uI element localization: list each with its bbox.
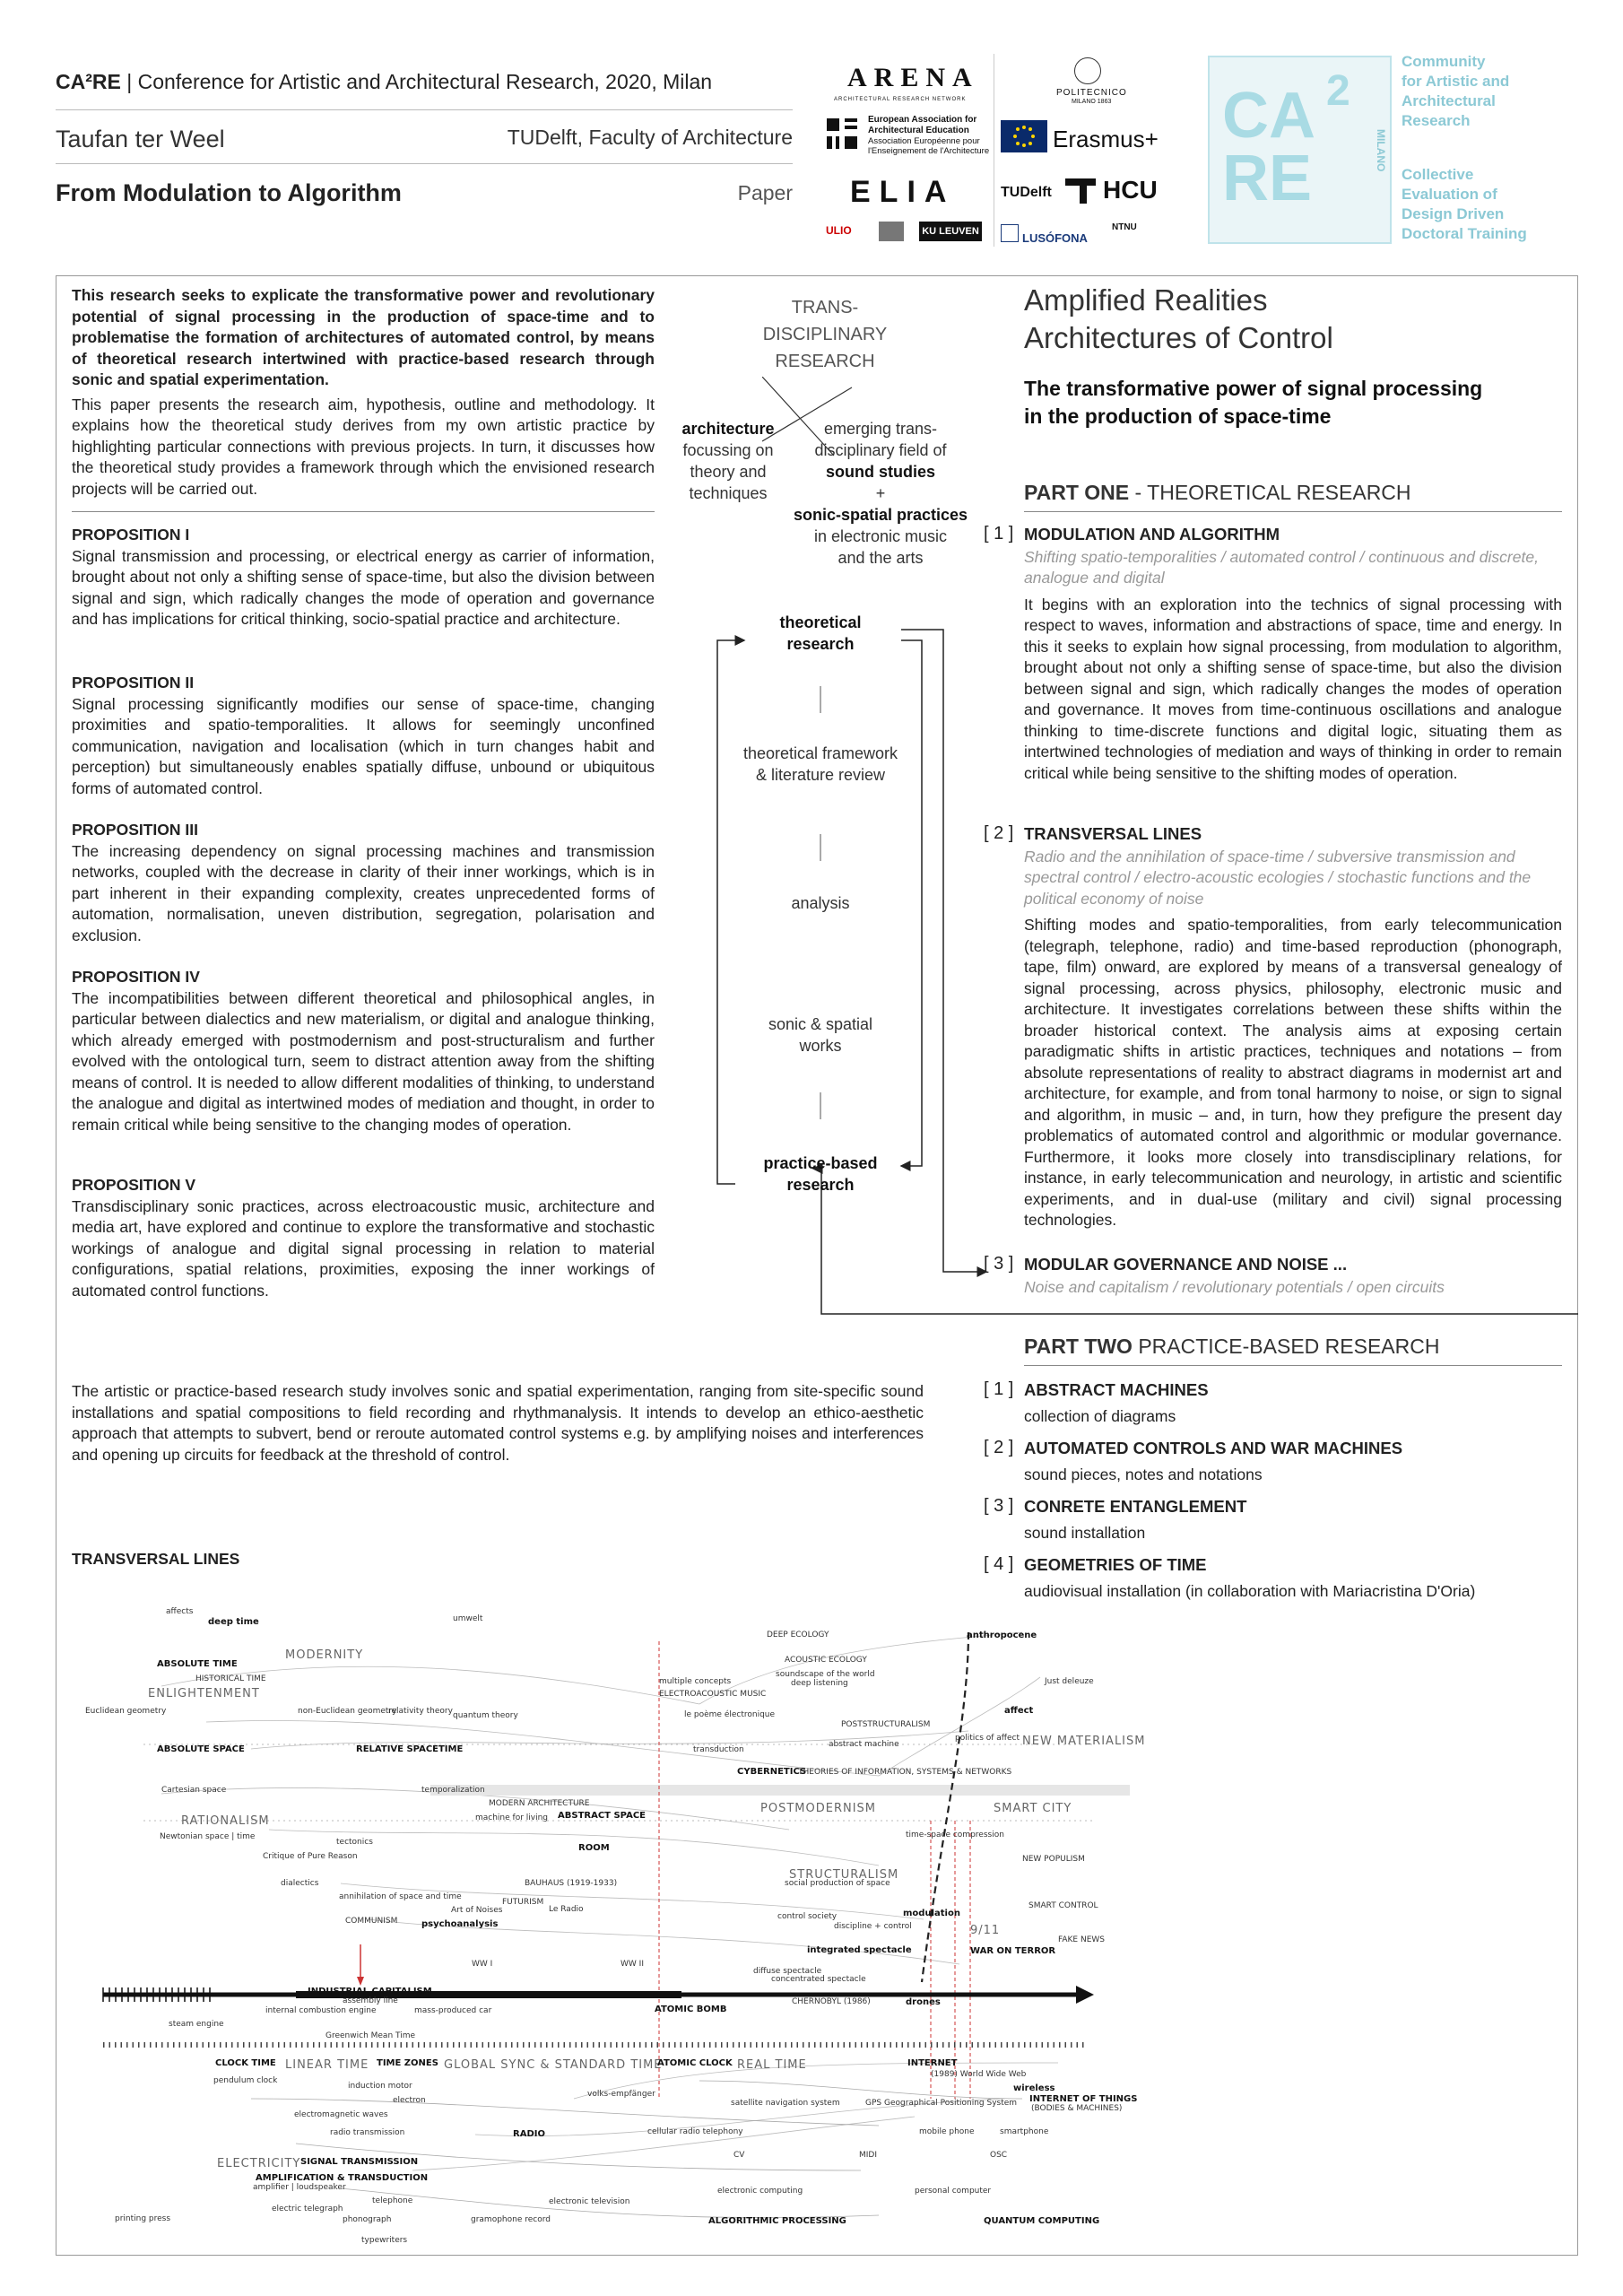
- polimi-seal-icon: [1074, 57, 1101, 84]
- timeline-label: integrated spectacle: [807, 1945, 912, 1955]
- timeline-label: CHERNOBYL (1986): [792, 1997, 871, 2006]
- item-title: AUTOMATED CONTROLS AND WAR MACHINES: [1024, 1439, 1403, 1457]
- timeline-label: RADIO: [513, 2129, 545, 2139]
- timeline-label: ROOM: [578, 1843, 610, 1853]
- header-divider: [56, 109, 793, 110]
- hcu-logo: HCU: [1103, 176, 1158, 204]
- pb-line-1: practice-based: [763, 1154, 878, 1172]
- timeline-label: SMART CITY: [994, 1802, 1072, 1815]
- timeline-label: diffuse spectacle: [753, 1967, 822, 1976]
- proposition-text: The increasing dependency on signal processing machines and transmission networks, coupled with the decrease in clarity of their inner workings, which is in part inherent in their expanding complexity, creates unprecedented forms of automation, normalisation, uneven distribution, segregation, polarisation and exclusion.: [72, 841, 655, 944]
- part1-item-3: [984, 1254, 1562, 1303]
- timeline-label: ABSTRACT SPACE: [558, 1811, 646, 1821]
- theoretical-research-node: [740, 612, 901, 655]
- hcu-mark-icon: [1063, 177, 1098, 205]
- timeline-label: wireless: [1013, 2083, 1055, 2093]
- timeline-label: WW I: [472, 1960, 493, 1969]
- timeline-label: relativity theory: [388, 1707, 453, 1716]
- timeline-label: soundscape of the world: [776, 1670, 875, 1679]
- trans-line-3: RESEARCH: [775, 352, 875, 371]
- item-number: [ 4 ]: [984, 1554, 1014, 1574]
- theo-line-2: research: [786, 635, 855, 653]
- ulio-logo: ULIO: [826, 224, 852, 237]
- timeline-label: Cartesian space: [161, 1786, 227, 1795]
- timeline-label: umwelt: [453, 1614, 483, 1623]
- item-title: MODULATION AND ALGORITHM: [1024, 525, 1280, 544]
- care-superscript-icon: 2: [1326, 67, 1350, 115]
- timeline-label: telephone: [372, 2196, 413, 2205]
- proposition-5: [72, 1175, 655, 1301]
- care-text-8: Doctoral Training: [1402, 225, 1527, 242]
- proposition-text: Transdisciplinary sonic practices, across electroacoustic music, architecture and media art, have explored and continue to explore the transformative and stochastic workings of analogue and digital signal processing in relation to material configurations, spatial relations, proximities, exposing the inner workings of automated control functions.: [72, 1196, 655, 1300]
- timeline-label: control society: [777, 1912, 838, 1921]
- timeline-label: amplifier | loudspeaker: [253, 2183, 346, 2192]
- timeline-label: Art of Noises: [451, 1906, 503, 1915]
- part-one-divider: [1024, 511, 1562, 512]
- proposition-title: PROPOSITION II: [72, 674, 195, 691]
- timeline-label: pendulum clock: [213, 2076, 278, 2085]
- timeline-label: GPS Geographical Positioning System: [865, 2099, 1018, 2108]
- timeline-label: RATIONALISM: [181, 1814, 270, 1828]
- timeline-label: CYBERNETICS: [737, 1767, 807, 1777]
- em-line-1: emerging trans-: [823, 420, 938, 438]
- affiliation: TUDelft, Faculty of Architecture: [507, 126, 793, 149]
- timeline-label: Just deleuze: [1045, 1677, 1094, 1686]
- proposition-2: [72, 673, 655, 799]
- arch-line-1: architecture: [681, 420, 775, 438]
- frame-line-1: theoretical framework: [742, 744, 898, 762]
- care-text-2: for Artistic and: [1402, 73, 1510, 90]
- item-title: CONRETE ENTANGLEMENT: [1024, 1497, 1247, 1516]
- poster-subtitle-2: in the production of space-time: [1024, 404, 1332, 428]
- timeline-label: QUANTUM COMPUTING: [984, 2216, 1100, 2226]
- item-number: [ 3 ]: [984, 1496, 1014, 1516]
- item-title: ABSTRACT MACHINES: [1024, 1380, 1209, 1399]
- timeline-label: FUTURISM: [502, 1898, 544, 1907]
- eu-flag-icon: [1001, 120, 1047, 152]
- lusofona-icon: [1001, 224, 1019, 242]
- timeline-label: le poème électronique: [684, 1710, 776, 1719]
- timeline-label: smartphone: [1000, 2127, 1049, 2136]
- timeline-label: ALGORITHMIC PROCESSING: [708, 2216, 846, 2226]
- sonic-line-1: sonic & spatial: [768, 1015, 873, 1033]
- timeline-label: FAKE NEWS: [1058, 1935, 1105, 1944]
- care-text-4: Research: [1402, 112, 1471, 129]
- timeline-label: ABSOLUTE SPACE: [157, 1744, 245, 1754]
- proposition-3: [72, 820, 655, 946]
- pb-line-2: research: [786, 1176, 855, 1194]
- timeline-label: gramophone record: [471, 2215, 551, 2224]
- timeline-label: non-Euclidean geometry: [298, 1707, 397, 1716]
- em-line-4: +: [875, 484, 886, 502]
- intro-divider: [72, 511, 655, 512]
- item-number: [ 2 ]: [984, 1438, 1014, 1457]
- author-name: Taufan ter Weel: [56, 126, 225, 152]
- item-subtitle: Radio and the annihilation of space-time / subversive transmission and spectral control / electro-acoustic ecologies / stochastic functions and the political economy of noise: [1024, 847, 1532, 908]
- timeline-label: CV: [733, 2151, 745, 2160]
- timeline-label: DEEP ECOLOGY: [767, 1631, 829, 1639]
- proposition-title: PROPOSITION V: [72, 1176, 196, 1194]
- arch-line-2: focussing on: [682, 441, 774, 459]
- eaae-line-3: Association Européenne pour: [868, 136, 980, 146]
- proposition-title: PROPOSITION III: [72, 821, 198, 839]
- timeline-label: COMMUNISM: [345, 1917, 398, 1926]
- item-subtitle: Noise and capitalism / revolutionary potentials / open circuits: [1024, 1277, 1445, 1296]
- item-subtitle: Shifting spatio-temporalities / automated control / continuous and discrete, analogue and digital: [1024, 547, 1539, 587]
- item-number: [ 3 ]: [984, 1254, 1014, 1274]
- timeline-label: concentrated spectacle: [771, 1975, 866, 1984]
- timeline-label: ATOMIC BOMB: [655, 2005, 727, 2014]
- timeline-label: (BODIES & MACHINES): [1031, 2104, 1123, 2113]
- timeline-label: anthropocene: [967, 1631, 1037, 1640]
- timeline-label: ELECTROACOUSTIC MUSIC: [659, 1690, 767, 1699]
- intro-text: This paper presents the research aim, hypothesis, outline and methodology. It explains how the theoretical study derives from my own artistic practice by highlighting particular connections with previous projects. In turn, it discusses how the theoretical study provides a framework through which the envisioned research projects will be carried out.: [72, 395, 655, 498]
- erasmus-logo: Erasmus+: [1053, 126, 1159, 152]
- timeline-label: temporalization: [421, 1786, 485, 1795]
- kuleuven-logo: KU LEUVEN: [919, 222, 982, 241]
- paper-type: Paper: [737, 181, 793, 204]
- transversal-lines-title: TRANSVERSAL LINES: [72, 1550, 240, 1568]
- timeline-label: NEW POPULISM: [1022, 1855, 1085, 1864]
- item-number: [ 1 ]: [984, 1379, 1014, 1399]
- timeline-label: Le Radio: [549, 1905, 584, 1914]
- timeline-label: politics of affect: [955, 1734, 1020, 1743]
- care-logo-badge: [1208, 56, 1392, 244]
- timeline-label: LINEAR TIME: [285, 2058, 369, 2072]
- tudelft-logo: TUDelft: [1001, 185, 1052, 200]
- transdisciplinary-heading: [744, 294, 906, 375]
- timeline-label: personal computer: [915, 2187, 992, 2196]
- item-title: TRANSVERSAL LINES: [1024, 824, 1202, 843]
- timeline-label: REAL TIME: [737, 2058, 807, 2072]
- part2-item-1: [984, 1379, 1562, 1427]
- poster-subtitle-1: The transformative power of signal processing: [1024, 377, 1483, 400]
- proposition-1: [72, 525, 655, 631]
- timeline-label: induction motor: [348, 2082, 412, 2091]
- timeline-label: annihilation of space and time: [339, 1892, 462, 1901]
- framework-node: [722, 743, 919, 786]
- item-body: It begins with an exploration into the technics of signal processing with respect to waves, information and abstractions of space, time and energy. In this it seeks to explain how signal processing, from modulation to algorithm, brought about not only a shifting sense of space-time, but also the division between signal and sign, which radically changes the modes of operation and governance. It moves from time-continuous oscillations and analogue thinking to time-discrete functions and digital logic, situating them as intertwined technologies of mediation and ways of thinking in order to remain critical while being sensitive to the shifting modes of operation.: [1024, 595, 1562, 782]
- timeline-label: time-space compression: [906, 1831, 1004, 1839]
- timeline-label: deep listening: [791, 1679, 848, 1688]
- eaae-line-4: l'Enseignement de l'Architecture: [868, 146, 990, 156]
- timeline-label: (1989) World Wide Web: [931, 2070, 1027, 2079]
- timeline-label: volks-empfänger: [587, 2090, 655, 2099]
- arch-line-4: techniques: [689, 484, 768, 502]
- item-title: GEOMETRIES OF TIME: [1024, 1555, 1207, 1574]
- em-line-7: and the arts: [838, 549, 924, 567]
- timeline-label: POSTSTRUCTURALISM: [841, 1720, 931, 1729]
- timeline-label: abstract machine: [829, 1740, 899, 1749]
- timeline-label: BAUHAUS (1919-1933): [525, 1879, 618, 1888]
- conference-line: [56, 70, 712, 94]
- timeline-label: affect: [1004, 1706, 1034, 1716]
- care-text-1: Community: [1402, 53, 1486, 70]
- practice-section: [72, 1381, 924, 1465]
- header-divider: [56, 163, 793, 164]
- eaae-line-1: European Association for: [868, 115, 977, 125]
- timeline-label: ATOMIC CLOCK: [657, 2058, 733, 2068]
- analysis-node: analysis: [791, 894, 850, 912]
- care-badge-text: CA RE: [1222, 80, 1314, 214]
- lusofona-logo: LUSÓFONA: [1022, 231, 1088, 245]
- proposition-text: Signal processing significantly modifies our sense of space-time, changing proximities and spatio-temporalities. It allows for seemingly unconfined communication, navigation and localisation (which in turn changes habit and perception) but simultaneously enables spatially diffuse, unbound or ubiquitous forms of automated control.: [72, 694, 655, 797]
- ntnu-logo: NTNU: [1112, 222, 1137, 232]
- part-one-heading: [1024, 483, 1562, 504]
- timeline-label: SMART CONTROL: [1028, 1901, 1098, 1910]
- timeline-label: multiple concepts: [659, 1677, 732, 1686]
- part1-item-1: [984, 524, 1562, 784]
- part-one-desc: - THEORETICAL RESEARCH: [1129, 481, 1411, 504]
- timeline-label: RELATIVE SPACETIME: [356, 1744, 464, 1754]
- timeline-label: ABSOLUTE TIME: [157, 1659, 238, 1669]
- timeline-label: WAR ON TERROR: [970, 1946, 1056, 1956]
- care-text-7: Design Driven: [1402, 205, 1505, 222]
- poster-subtitle: [1024, 375, 1562, 430]
- part-two-divider: [1024, 1365, 1562, 1366]
- timeline-label: electronic computing: [717, 2187, 803, 2196]
- timeline-label: cellular radio telephony: [647, 2127, 743, 2136]
- timeline-label: ELECTRICITY: [217, 2157, 301, 2170]
- theo-line-1: theoretical: [779, 613, 862, 631]
- timeline-label: Newtonian space | time: [160, 1832, 256, 1841]
- sonic-spatial-node: [740, 1013, 901, 1057]
- part-two-label: PART TWO: [1024, 1335, 1133, 1358]
- proposition-title: PROPOSITION I: [72, 526, 190, 544]
- timeline-label: dialectics: [281, 1879, 319, 1888]
- arena-logo: ARENA: [847, 63, 979, 92]
- conference-short: CA²RE: [56, 70, 121, 93]
- em-line-6: in electronic music: [813, 527, 948, 545]
- proposition-title: PROPOSITION IV: [72, 968, 200, 986]
- timeline-label: SIGNAL TRANSMISSION: [300, 2157, 419, 2167]
- part-two-heading: [1024, 1336, 1562, 1358]
- em-line-2: disciplinary field of: [814, 441, 947, 459]
- timeline-label: mass-produced car: [414, 2006, 492, 2015]
- timeline-label: phonograph: [343, 2215, 392, 2224]
- timeline-label: typewriters: [361, 2236, 408, 2245]
- arch-line-3: theory and: [690, 463, 767, 481]
- part2-item-2: [984, 1438, 1562, 1485]
- timeline-label: ACOUSTIC ECOLOGY: [785, 1656, 867, 1665]
- conference-full: | Conference for Artistic and Architectural Research, 2020, Milan: [126, 70, 713, 93]
- timeline-label: Greenwich Mean Time: [325, 2031, 416, 2040]
- timeline-label: Euclidean geometry: [85, 1707, 167, 1716]
- intro-section: [72, 285, 655, 500]
- timeline-label: satellite navigation system: [731, 2099, 840, 2108]
- item-title: MODULAR GOVERNANCE AND NOISE ...: [1024, 1255, 1348, 1274]
- intro-bold: This research seeks to explicate the transformative power and revolutionary potential of signal processing in the production of space-time and to problematise the formation of architectures of automated control, by means of theoretical research intertwined with practice-based research through sonic and spatial experimentation.: [72, 286, 655, 388]
- timeline-label: electric telegraph: [272, 2205, 343, 2213]
- timeline-label: steam engine: [169, 2020, 224, 2029]
- polimi-logo: POLITECNICO: [1056, 88, 1127, 98]
- poster-title: [1024, 282, 1562, 357]
- timeline-label: psychoanalysis: [421, 1919, 499, 1929]
- architecture-block: [674, 418, 782, 504]
- em-line-3: sound studies: [825, 463, 935, 481]
- part2-item-4: [984, 1554, 1562, 1602]
- part1-item-2: [984, 823, 1562, 1231]
- timeline-label: transduction: [693, 1745, 744, 1754]
- timeline-label: deep time: [208, 1617, 259, 1627]
- arena-subtitle: ARCHITECTURAL RESEARCH NETWORK: [834, 97, 967, 102]
- timeline-label: affects: [166, 1607, 194, 1616]
- timeline-label: MODERNITY: [285, 1648, 364, 1662]
- timeline-label: electron: [393, 2096, 426, 2105]
- emerging-block: [782, 418, 979, 569]
- timeline-label: AMPLIFICATION & TRANSDUCTION: [256, 2173, 429, 2183]
- academy-logo-icon: [879, 222, 904, 241]
- timeline-label: THEORIES OF INFORMATION, SYSTEMS & NETWORKS: [798, 1768, 1012, 1777]
- poster-title-2: Architectures of Control: [1024, 321, 1333, 354]
- timeline-label: modulation: [903, 1909, 960, 1918]
- item-body: Shifting modes and spatio-temporalities, from early telecommunication (telegraph, telephone, radio) and time-based reproduction (phonograph, tape, film) onward, are explored by means of a transversal genealogy of signal processing, across physics, philosophy, electronic music and architecture. It investigates correlations between these shifts within the broader historical context. The analysis aims at exposing certain paradigmatic shifts in artistic practices, techniques and notations – from absolute representations of reality to abstract diagrams in modernist art and architecture, for example, and from tonal harmony to noise, or sign to signal and algorithm, in music – and, in turn, how they prefigure the present day problematics of automated control and algorithmic or modular governance. Furthermore, it looks more closely into transdisciplinary relations, for instance, in early telecommunication and neurology, in artistic and scientific experiments, and in dual-use (military and civil) signal processing technologies.: [1024, 916, 1562, 1229]
- frame-line-2: & literature review: [755, 766, 886, 784]
- item-desc: sound installation: [1024, 1523, 1146, 1542]
- timeline-label: mobile phone: [919, 2127, 975, 2136]
- care-text-6: Evaluation of: [1402, 186, 1497, 203]
- timeline-label: internal combustion engine: [265, 2006, 377, 2015]
- part-two-desc: PRACTICE-BASED RESEARCH: [1132, 1335, 1440, 1358]
- part2-item-3: [984, 1496, 1562, 1544]
- timeline-label: INTERNET: [907, 2058, 958, 2068]
- em-line-5: sonic-spatial practices: [793, 506, 968, 524]
- item-number: [ 2 ]: [984, 823, 1014, 843]
- trans-line-2: DISCIPLINARY: [762, 325, 888, 344]
- timeline-label: TIME ZONES: [377, 2058, 438, 2068]
- timeline-label: INTERNET OF THINGS: [1029, 2094, 1138, 2104]
- timeline-label: 9/11: [970, 1924, 1001, 1937]
- timeline-label: WW II: [621, 1960, 644, 1969]
- timeline-label: social production of space: [785, 1879, 890, 1888]
- care-text-5: Collective: [1402, 166, 1474, 183]
- timeline-label: OSC: [990, 2151, 1008, 2160]
- timeline-label: machine for living: [475, 1813, 549, 1822]
- timeline-label: printing press: [115, 2214, 171, 2223]
- item-desc: sound pieces, notes and notations: [1024, 1465, 1263, 1483]
- timeline-label: STRUCTURALISM: [789, 1868, 899, 1882]
- practice-based-node: [740, 1152, 901, 1196]
- timeline-label: CLOCK TIME: [215, 2058, 276, 2068]
- proposition-4: [72, 967, 655, 1135]
- item-desc: audiovisual installation (in collaboration with Mariacristina D'Oria): [1024, 1581, 1476, 1600]
- timeline-label: MIDI: [859, 2151, 878, 2160]
- elia-logo: ELIA: [850, 175, 956, 209]
- timeline-label: HISTORICAL TIME: [195, 1674, 266, 1683]
- part-one-label: PART ONE: [1024, 481, 1130, 504]
- timeline-label: electronic television: [549, 2197, 630, 2206]
- timeline-label: discipline + control: [834, 1922, 912, 1931]
- timeline-label: MODERN ARCHITECTURE: [489, 1799, 590, 1808]
- timeline-label: Critique of Pure Reason: [263, 1852, 358, 1861]
- timeline-label: tectonics: [336, 1838, 373, 1847]
- timeline-label: electromagnetic waves: [294, 2110, 388, 2119]
- practice-text: The artistic or practice-based research study involves sonic and spatial experimentation, ranging from site-specific sound installations and spatial compositions to field recording and rhythmanalysis. It intends to develop an ethico-aesthetic approach that attempts to subvert, bend or reroute automated control systems e.g. by amplifying noises and interferences and opening up circuits for feedback at the threshold of control.: [72, 1382, 924, 1464]
- timeline-label: NEW MATERIALISM: [1022, 1735, 1146, 1748]
- eaae-icon: [823, 115, 861, 152]
- item-number: [ 1 ]: [984, 524, 1014, 544]
- item-desc: collection of diagrams: [1024, 1406, 1176, 1425]
- timeline-label: quantum theory: [453, 1711, 518, 1720]
- timeline-label: INDUSTRIAL CAPITALISM: [308, 1987, 432, 1996]
- poster-title-1: Amplified Realities: [1024, 283, 1268, 317]
- paper-title: From Modulation to Algorithm: [56, 179, 402, 206]
- trans-line-1: TRANS-: [791, 298, 859, 317]
- eaae-line-2: Architectural Education: [868, 126, 969, 135]
- polimi-sub: MILANO 1863: [1072, 99, 1112, 105]
- care-text-3: Architectural: [1402, 92, 1496, 109]
- proposition-text: Signal transmission and processing, or electrical energy as carrier of information, brought about not only a shifting sense of space-time, but also the division between signal and sign, which radically changes the mode of operation and governance and has implications for critical thinking, socio-spatial practice and architecture.: [72, 546, 655, 628]
- proposition-text: The incompatibilities between different theoretical and philosophical angles, in particular between dialectics and new materialism, or digital and analogue thinking, which already emerged with postmodernism and post-structuralism and further evolved with the ontological turn, seem to distract attention away from the shifting means of control. It is needed to allow different modalities of thinking, to understand the analogue and digital as intertwined modes of mediation and thought, in order to remain critical while being sensitive to the changing modes of operation.: [72, 988, 655, 1134]
- timeline-label: GLOBAL SYNC & STANDARD TIME: [444, 2058, 663, 2072]
- sonic-line-2: works: [799, 1037, 842, 1055]
- timeline-label: drones: [906, 1997, 941, 2007]
- timeline-label: POSTMODERNISM: [760, 1802, 876, 1815]
- timeline-label: assembly line: [343, 1996, 398, 2005]
- care-milano: MILANO: [1375, 129, 1387, 172]
- timeline-label: ENLIGHTENMENT: [148, 1687, 260, 1700]
- timeline-label: radio transmission: [330, 2128, 405, 2137]
